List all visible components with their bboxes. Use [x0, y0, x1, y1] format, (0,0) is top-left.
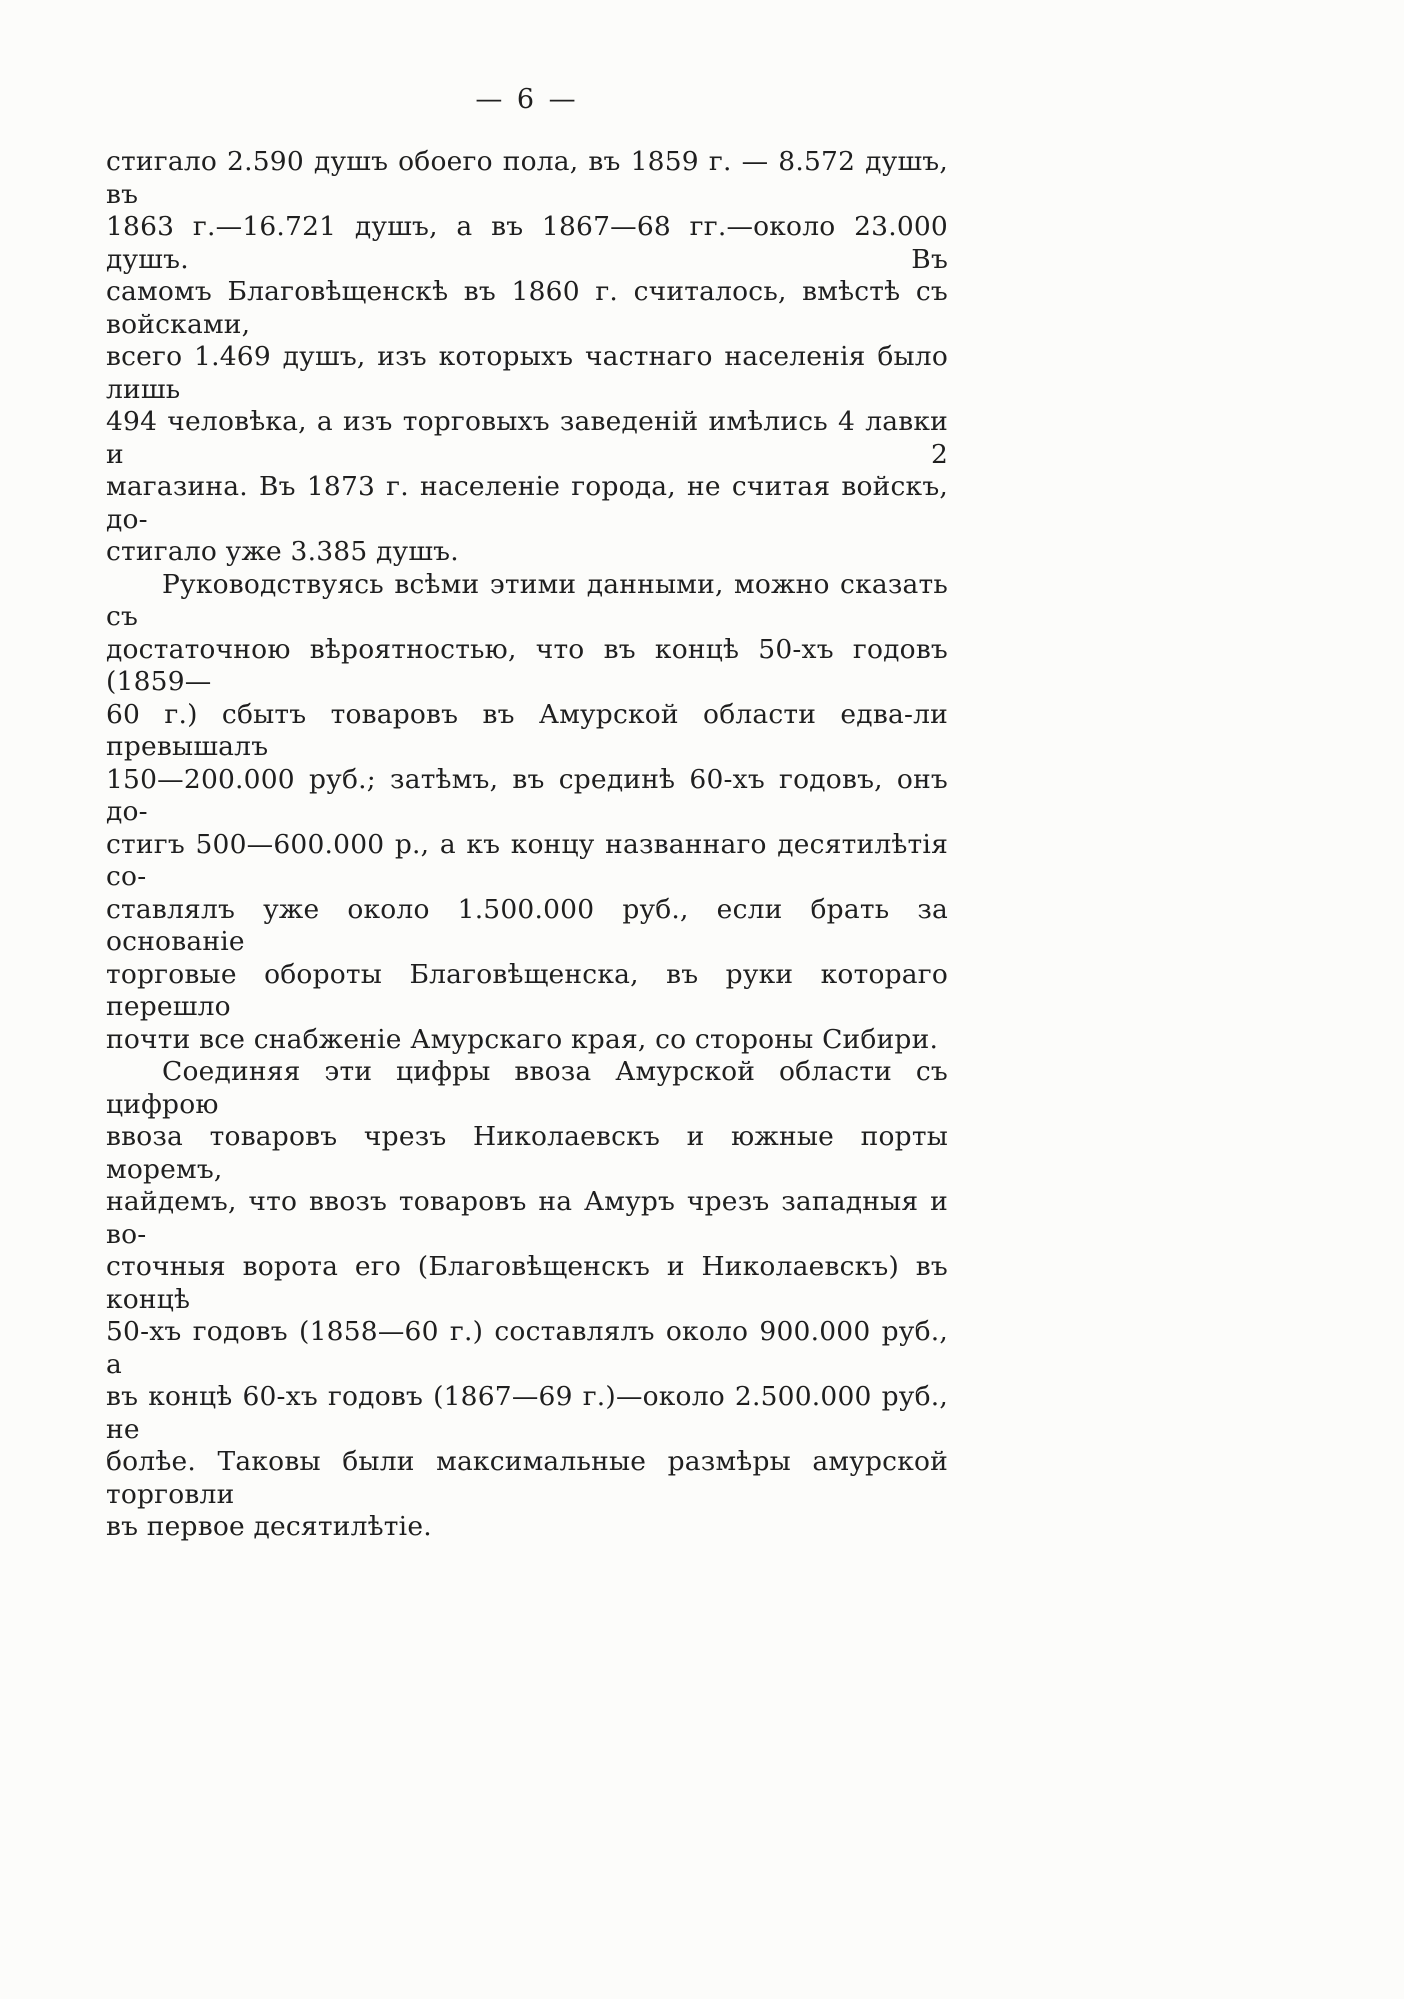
page-number: — 6 — [475, 84, 579, 115]
text-line: самомъ Благовѣщенскѣ въ 1860 г. считалось, вмѣстѣ съ войсками, [106, 276, 948, 340]
text-line: въ первое десятилѣтіе. [106, 1511, 432, 1542]
text-line: въ концѣ 60-хъ годовъ (1867—69 г.)—около 2.500.000 руб., не [106, 1381, 948, 1445]
text-line: 150—200.000 руб.; затѣмъ, въ срединѣ 60-хъ годовъ, онъ до- [106, 763, 948, 827]
text-line: стигъ 500—600.000 р., а къ концу названнаго десятилѣтія со- [106, 828, 948, 892]
text-line: ставлялъ уже около 1.500.000 руб., если брать за основаніе [106, 893, 948, 957]
text-line: ввоза товаровъ чрезъ Николаевскъ и южные порты моремъ, [106, 1121, 948, 1185]
text-line: Соединяя эти цифры ввоза Амурской области съ цифрою [106, 1056, 948, 1120]
paragraph [106, 146, 948, 569]
text-line: 50-хъ годовъ (1858—60 г.) составлялъ около 900.000 руб., а [106, 1316, 948, 1380]
text-line: Руководствуясь всѣми этими данными, можно сказать съ [106, 568, 948, 632]
text-line: стигало уже 3.385 душъ. [106, 536, 459, 567]
text-line: торговые обороты Благовѣщенска, въ руки котораго перешло [106, 958, 948, 1022]
text-line: болѣе. Таковы были максимальные размѣры амурской торговли [106, 1446, 948, 1510]
text-line: 1863 г.—16.721 душъ, а въ 1867—68 гг.—около 23.000 душъ. Въ [106, 211, 948, 275]
text-line: почти все снабженіе Амурскаго края, со стороны Сибири. [106, 1023, 939, 1055]
text-line: сточныя ворота его (Благовѣщенскъ и Николаевскъ) въ концѣ [106, 1251, 948, 1315]
text-line: магазина. Въ 1873 г. населеніе города, не считая войскъ, до- [106, 471, 948, 535]
text-line: стигало 2.590 душъ обоего пола, въ 1859 г. — 8.572 душъ, въ [106, 146, 948, 210]
text-line: 60 г.) сбытъ товаровъ въ Амурской области едва-ли превышалъ [106, 698, 948, 762]
paragraph [106, 1056, 948, 1544]
text-block [106, 146, 948, 1544]
text-line: найдемъ, что ввозъ товаровъ на Амуръ чрезъ западныя и во- [106, 1186, 948, 1250]
text-line: достаточною вѣроятностью, что въ концѣ 50-хъ годовъ (1859— [106, 633, 948, 697]
text-line: 494 человѣка, а изъ торговыхъ заведеній имѣлись 4 лавки и 2 [106, 406, 948, 470]
text-line: всего 1.469 душъ, изъ которыхъ частнаго населенія было лишь [106, 341, 948, 405]
paragraph [106, 569, 948, 1057]
